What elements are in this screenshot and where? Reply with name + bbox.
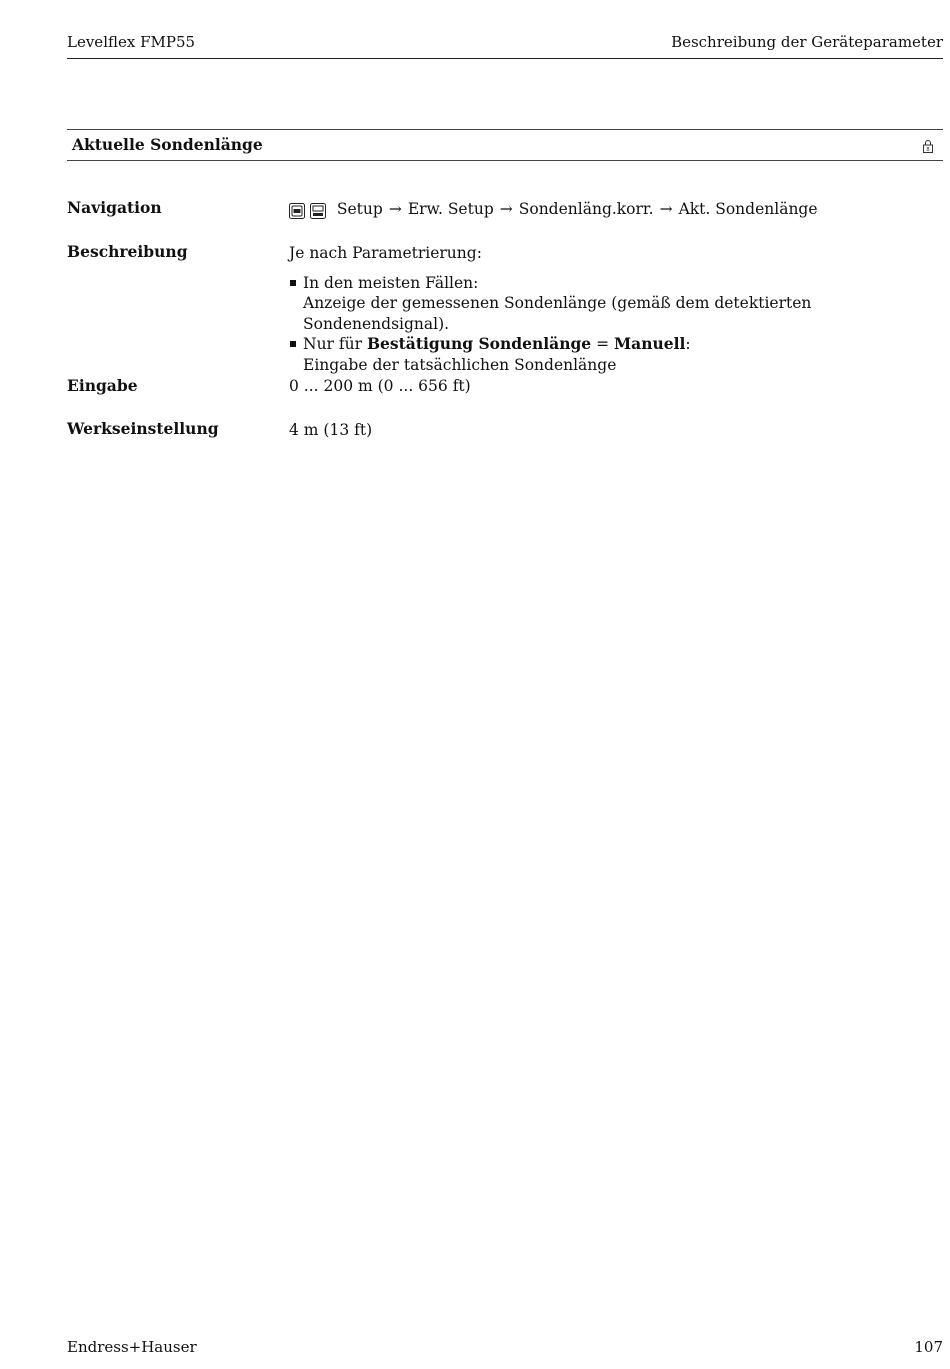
bullet-icon xyxy=(290,280,296,286)
input-range: 0 ... 200 m (0 ... 656 ft) xyxy=(289,377,471,395)
arrow-icon: → xyxy=(499,200,513,218)
nav-step: Sondenläng.korr. xyxy=(518,200,654,218)
lock-icon xyxy=(923,138,933,152)
company-name: Endress+Hauser xyxy=(67,1338,197,1356)
bullet-icon xyxy=(290,341,296,347)
document-title: Levelflex FMP55 xyxy=(67,33,196,51)
page-number: 107 xyxy=(914,1338,943,1356)
description-intro: Je nach Parametrierung: xyxy=(289,244,482,262)
arrow-icon: → xyxy=(659,200,673,218)
nav-step: Akt. Sondenlänge xyxy=(678,200,818,218)
navigation-label: Navigation xyxy=(67,198,162,217)
section-title: Beschreibung der Geräteparameter xyxy=(671,33,943,51)
nav-step: Setup xyxy=(336,200,383,218)
list-item: Nur für Bestätigung Sondenlänge = Manuell: Eingabe der tatsächlichen Sondenlänge xyxy=(289,334,950,375)
expert-menu-icon xyxy=(289,201,310,219)
parameter-header xyxy=(67,129,943,161)
description-label: Beschreibung xyxy=(67,242,188,261)
parameter-reference: Bestätigung Sondenlänge xyxy=(366,334,592,353)
display-menu-icon xyxy=(310,201,326,219)
factory-setting-label: Werkseinstellung xyxy=(67,419,219,438)
arrow-icon: → xyxy=(388,200,402,218)
input-label: Eingabe xyxy=(67,376,138,395)
parameter-title: Aktuelle Sondenlänge xyxy=(72,135,263,154)
factory-setting-value: 4 m (13 ft) xyxy=(289,421,373,439)
header-divider xyxy=(67,58,943,59)
list-item: In den meisten Fällen: Anzeige der gemessenen Sondenlänge (gemäß dem detektierten Sondenendsignal). xyxy=(289,273,950,335)
description-block xyxy=(289,243,950,375)
navigation-path xyxy=(289,199,818,220)
option-reference: Manuell xyxy=(614,334,686,353)
svg-text:8: 8 xyxy=(926,147,930,153)
nav-step: Erw. Setup xyxy=(407,200,494,218)
description-list xyxy=(289,273,950,376)
